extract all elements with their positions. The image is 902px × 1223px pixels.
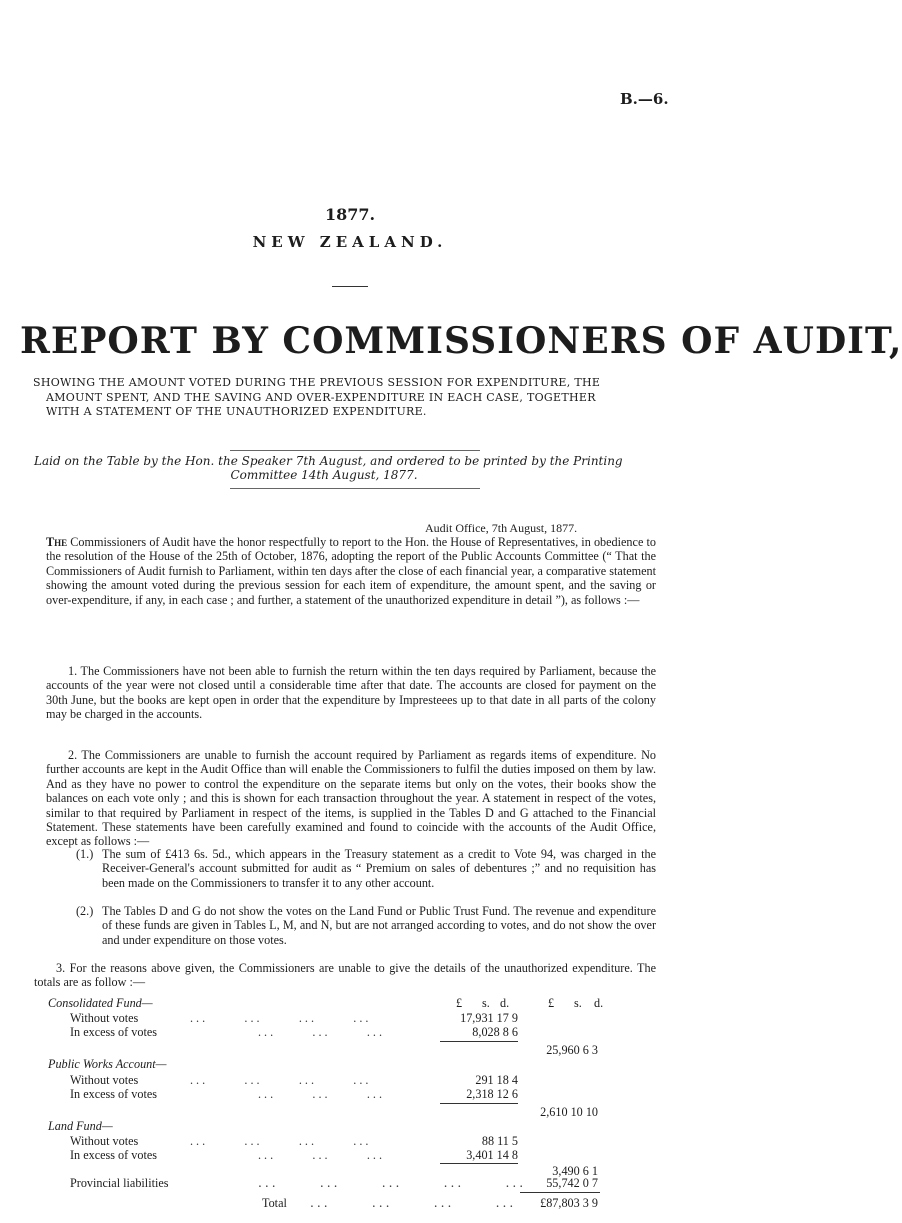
unauthorized-expenditure-table	[0, 990, 700, 1180]
leader-dots: ... ... ... ...	[310, 1196, 517, 1210]
intro-lead-word: The	[46, 535, 68, 549]
item-2-marker: (2.)	[76, 904, 94, 918]
group-subtotal: 3,490 6 1	[552, 1164, 598, 1178]
row-amount: 3,401 14 8	[466, 1148, 518, 1162]
col-header-pounds-2: £	[548, 996, 555, 1010]
subtotal-rule	[440, 1103, 518, 1104]
group-subtotal: 25,960 6 3	[546, 1043, 598, 1057]
col-header-pounds-1: £	[456, 996, 463, 1010]
leader-dots: ... ... ...	[258, 1025, 385, 1039]
provincial-liabilities-amount: 55,742 0 7	[546, 1176, 598, 1190]
audit-office-dateline: Audit Office, 7th August, 1877.	[425, 521, 578, 535]
intro-text: Commissioners of Audit have the honor respectfully to report to the Hon. the House of Representatives, in obedience to the resolution of the House of the 25th of October, 1876, adopting the report of the Public Accounts Committee (“ That the Commissioners of Audit furnish to Parliament, within ten days after the close of each financial year, a comparative statement showing the amount voted during the previous session for each item of expenditure, the amount spent, and the saving or over-expenditure, if any, in each case ; and further, a statement of the unauthorized expenditure in detail ”), as follows :—	[46, 535, 656, 607]
page-reference: B.—6.	[620, 90, 669, 108]
leader-dots: ... ... ... ... ...	[258, 1176, 527, 1190]
exception-item-1	[76, 847, 656, 890]
leader-dots: ... ... ...	[258, 1148, 385, 1162]
item-1-marker: (1.)	[76, 847, 94, 861]
subtitle-line-2: AMOUNT SPENT, AND THE SAVING AND OVER-EXPENDITURE IN EACH CASE, TOGETHER	[46, 390, 596, 404]
row-amount: 291 18 4	[475, 1073, 518, 1087]
subtitle-line-1: SHOWING THE AMOUNT VOTED DURING THE PREVIOUS SESSION FOR EXPENDITURE, THE	[33, 376, 601, 389]
laid-line-1: Laid on the Table by the Hon. the Speaker 7th August, and ordered to be printed by the Printing	[34, 454, 623, 468]
row-amount: 2,318 12 6	[466, 1087, 518, 1101]
paragraph-3: 3. For the reasons above given, the Commissioners are unable to give the details of the unauthorized expenditure. The totals are as follow :—	[34, 961, 656, 990]
item-1-text: The sum of £413 6s. 5d., which appears in the Treasury statement as a credit to Vote 94, was charged in the Receiver-General's account submitted for audit as “ Premium on sales of debentures ;” and no requisition has been made on the Commissioners to transfer it to any other account.	[102, 847, 656, 890]
leader-dots: ... ... ...	[258, 1087, 385, 1101]
row-label: Without votes	[70, 1011, 139, 1025]
report-subtitle	[33, 376, 653, 420]
row-label: In excess of votes	[70, 1148, 157, 1162]
leader-dots: ... ... ... ...	[190, 1011, 372, 1025]
col-header-shillings-1: s.	[482, 996, 490, 1010]
item-2-text: The Tables D and G do not show the votes on the Land Fund or Public Trust Fund. The revenue and expenditure of these funds are given in Tables L, M, and N, but are not arranged according to votes, and do not show the over and under expenditure on those votes.	[102, 904, 656, 947]
document-year: 1877.	[324, 205, 376, 224]
row-amount: 88 11 5	[481, 1134, 518, 1148]
group-header-public-works-account: Public Works Account—	[48, 1057, 167, 1071]
row-amount: 17,931 17 9	[460, 1011, 518, 1025]
laid-rule-bottom	[230, 488, 480, 489]
row-amount: 8,028 8 6	[472, 1025, 518, 1039]
laid-rule-top	[230, 450, 480, 451]
heading-rule	[332, 286, 368, 287]
report-title: REPORT BY COMMISSIONERS OF AUDIT,	[20, 320, 902, 362]
group-header-land-fund: Land Fund—	[48, 1119, 113, 1133]
grand-total-amount: £87,803 3 9	[540, 1196, 598, 1210]
paragraph-2: 2. The Commissioners are unable to furnish the account required by Parliament as regards items of expenditure. No further accounts are kept in the Audit Office than will enable the Commissioners to fulfil the duties imposed on them by law. And as they have no power to control the expenditure on the separate items but only on the votes, their books show the balances on each vote only ; and this is shown for each transaction throughout the year. A statement in respect of the votes, similar to that required by Parliament in respect of the items, is supplied in the Tables D and G attached to the Financial Statement. These statements have been carefully examined and found to coincide with the accounts of the Audit Office, except as follows :—	[46, 748, 656, 849]
leader-dots: ... ... ... ...	[190, 1134, 372, 1148]
group-subtotal: 2,610 10 10	[540, 1105, 598, 1119]
col-header-pence-2: d.	[594, 996, 604, 1010]
laid-on-table-note	[34, 454, 654, 482]
total-rule	[520, 1192, 600, 1193]
subtotal-rule	[440, 1041, 518, 1042]
exception-item-2	[76, 904, 656, 947]
total-label: Total	[262, 1196, 287, 1210]
provincial-liabilities-label: Provincial liabilities	[70, 1176, 169, 1190]
row-label: In excess of votes	[70, 1087, 157, 1101]
row-label: In excess of votes	[70, 1025, 157, 1039]
group-header-consolidated-fund: Consolidated Fund—	[48, 996, 153, 1010]
laid-line-2: Committee 14th August, 1877.	[230, 468, 418, 482]
col-header-pence-1: d.	[500, 996, 510, 1010]
subtotal-rule	[440, 1163, 518, 1164]
row-label: Without votes	[70, 1134, 139, 1148]
leader-dots: ... ... ... ...	[190, 1073, 372, 1087]
paragraph-1: 1. The Commissioners have not been able to furnish the return within the ten days required by Parliament, because the accounts of the year were not closed until a considerable time after that date. The accounts are closed for payment on the 30th June, but the books are kept open in order that the expenditure by Impresteees up to that date in all parts of the colony may be charged in the accounts.	[46, 664, 656, 722]
intro-paragraph	[46, 535, 656, 607]
country-heading: NEW ZEALAND.	[252, 233, 448, 251]
row-label: Without votes	[70, 1073, 139, 1087]
col-header-shillings-2: s.	[574, 996, 582, 1010]
subtitle-line-3: WITH A STATEMENT OF THE UNAUTHORIZED EXPENDITURE.	[46, 405, 427, 418]
